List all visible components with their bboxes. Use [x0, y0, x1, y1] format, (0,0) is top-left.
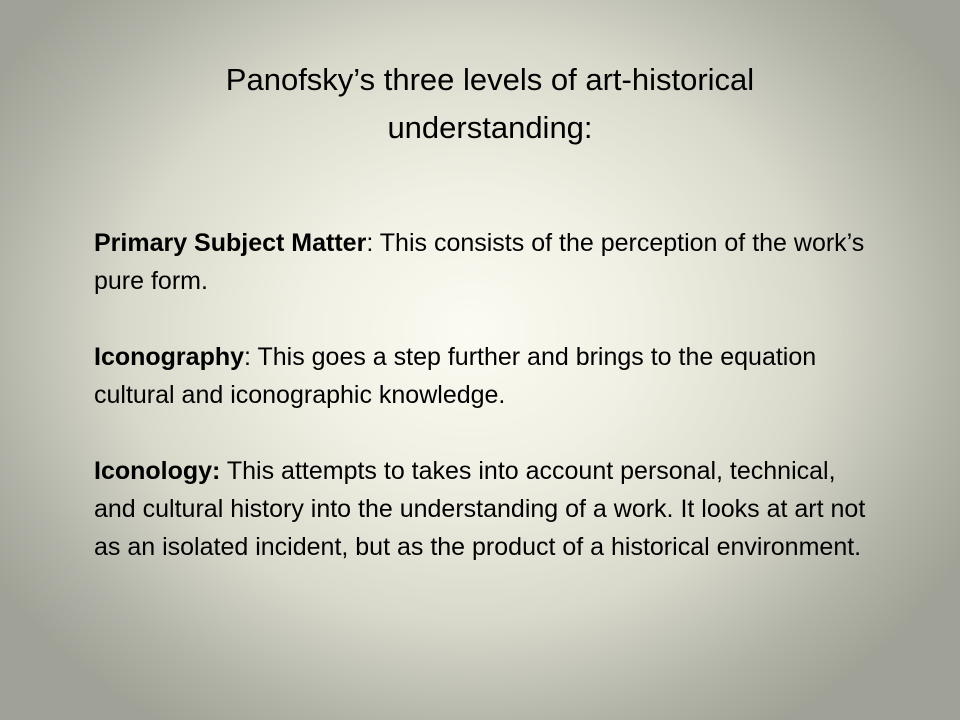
point-term: Primary Subject Matter: [94, 229, 367, 257]
point-term: Iconology:: [94, 457, 221, 485]
point-separator: :: [244, 343, 251, 371]
point-text: This goes a step further and brings to the equation cultural and iconographic knowledge.: [94, 343, 817, 409]
point-separator: :: [366, 229, 374, 257]
point-text: This consists of the perception of the work’s pure form.: [94, 229, 865, 295]
point-text: This attempts to takes into account personal, technical, and cultural history into the understanding of a work. It looks at art not as an isolated incident, but as the product of a historical environment.: [94, 457, 866, 561]
point-iconology: [94, 452, 884, 566]
point-primary-subject-matter: [94, 224, 884, 300]
point-term: Iconography: [94, 343, 245, 371]
slide-body: [94, 224, 884, 566]
slide-title: Panofsky’s three levels of art-historical understanding:: [225, 62, 755, 145]
point-iconography: [94, 338, 884, 414]
